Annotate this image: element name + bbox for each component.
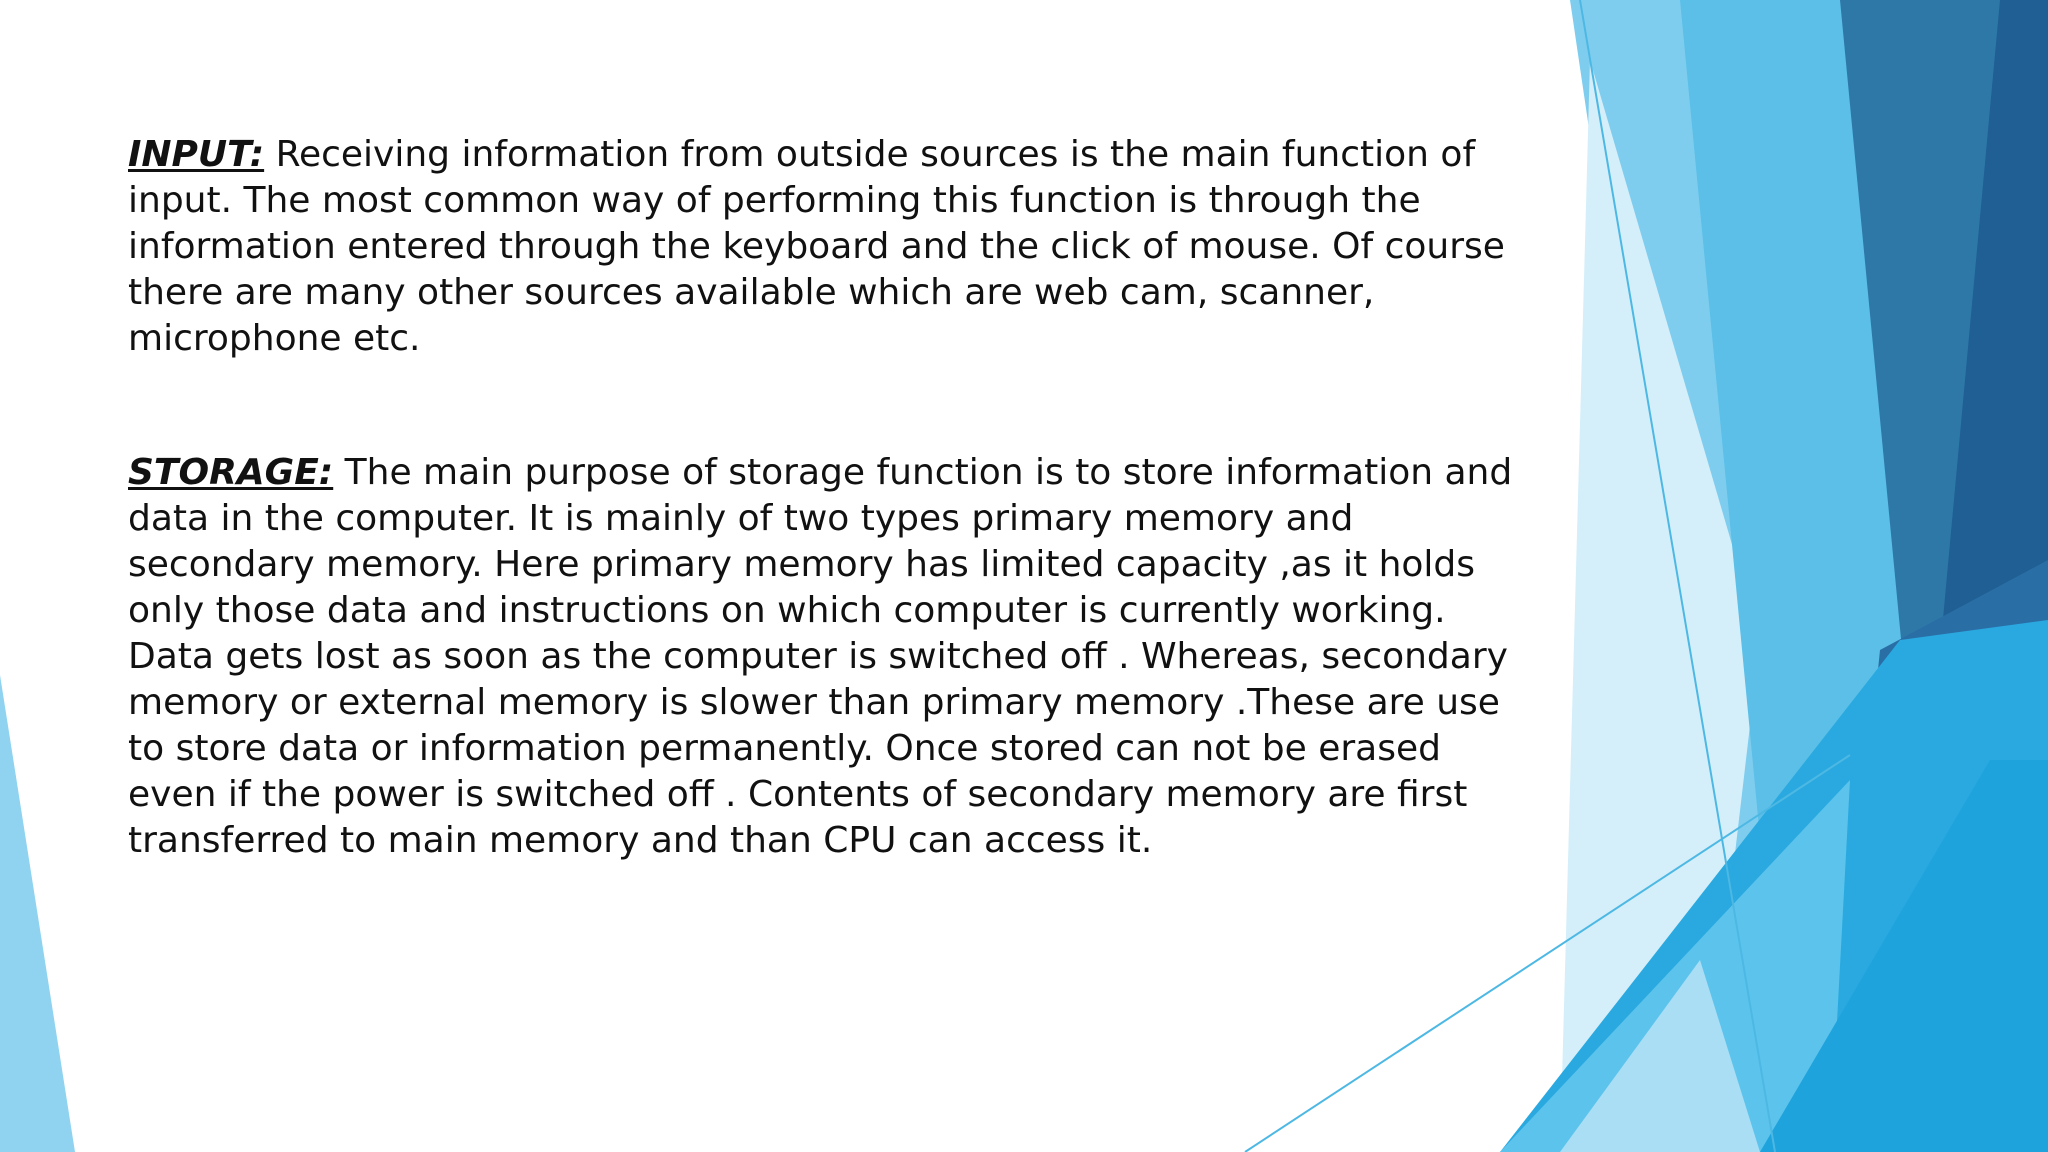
storage-label: STORAGE: [128, 452, 334, 493]
input-label: INPUT: [128, 134, 265, 175]
left-edge-shape [0, 675, 75, 1152]
paragraph-input [128, 132, 1528, 362]
paragraph-storage [128, 450, 1528, 864]
storage-text: The main purpose of storage function is to store information and data in the computer. It is mainly of two types primary memory and secondary memory. Here primary memory has limited capacity ,as it holds only those data and instructions on which computer is currently working. Data gets lost as soon as the computer is switched off . Whereas, secondary memory or external memory is slower than primary memory .These are use to store data or information permanently. Once stored can not be erased even if the power is switched off . Contents of secondary memory are first transferred to main memory and than CPU can access it. [128, 452, 1513, 861]
text-content [128, 132, 1528, 864]
input-text: Receiving information from outside sources is the main function of input. The most common way of performing this function is through the information entered through the keyboard and the click of mouse. Of course there are many other sources available which are web cam, scanner, microphone etc. [128, 134, 1505, 359]
